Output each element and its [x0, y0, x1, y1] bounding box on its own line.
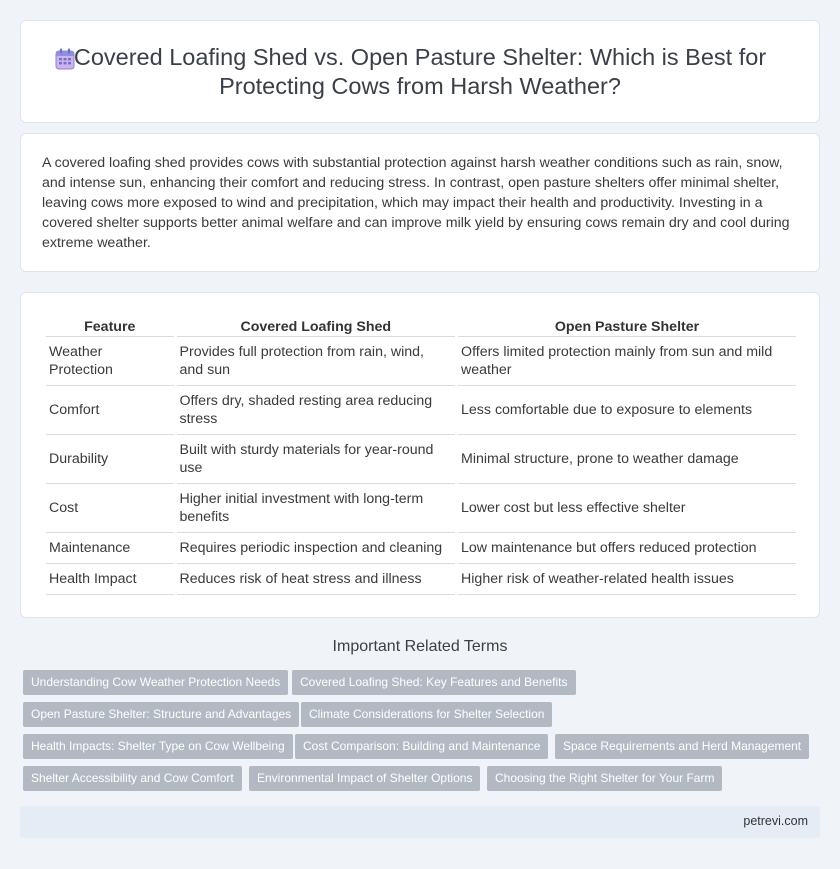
intro-card: [20, 133, 820, 272]
feature-cell: Weather Protection: [46, 337, 174, 386]
footer-site-link[interactable]: petrevi.com: [743, 814, 808, 828]
related-tag[interactable]: Cost Comparison: Building and Maintenance: [295, 734, 548, 759]
related-tag[interactable]: Health Impacts: Shelter Type on Cow Wellbeing: [23, 734, 293, 759]
related-tag[interactable]: Climate Considerations for Shelter Selection: [301, 702, 552, 727]
open-cell: Higher risk of weather-related health issues: [458, 564, 796, 595]
related-tag[interactable]: Open Pasture Shelter: Structure and Advantages: [23, 702, 299, 727]
covered-cell: Provides full protection from rain, wind, and sun: [177, 337, 456, 386]
related-terms-heading: Important Related Terms: [332, 638, 508, 655]
table-row: [46, 337, 796, 386]
page-title: Covered Loafing Shed vs. Open Pasture Shelter: Which is Best for Protecting Cows from Harsh Weather?: [73, 44, 767, 99]
comparison-table-card: [20, 292, 820, 618]
related-tag[interactable]: Shelter Accessibility and Cow Comfort: [23, 766, 242, 791]
table-row: [46, 564, 796, 595]
related-tag[interactable]: Understanding Cow Weather Protection Needs: [23, 670, 288, 695]
table-row: [46, 386, 796, 435]
open-cell: Less comfortable due to exposure to elements: [458, 386, 796, 435]
feature-cell: Health Impact: [46, 564, 174, 595]
open-cell: Lower cost but less effective shelter: [458, 484, 796, 533]
feature-cell: Comfort: [46, 386, 174, 435]
footer: [20, 806, 820, 838]
related-tag[interactable]: Choosing the Right Shelter for Your Farm: [487, 766, 722, 791]
open-cell: Minimal structure, prone to weather damage: [458, 435, 796, 484]
intro-paragraph: A covered loafing shed provides cows with substantial protection against harsh weather conditions such as rain, snow, and intense sun, enhancing their comfort and reducing stress. In contrast, open pasture shelters offer minimal shelter, leaving cows more exposed to wind and precipitation, which may impact their health and productivity. Investing in a covered shelter supports better animal welfare and can improve milk yield by ensuring cows remain dry and cool during extreme weather.: [42, 155, 790, 251]
feature-cell: Durability: [46, 435, 174, 484]
title-card: [20, 20, 820, 123]
header-open-pasture-shelter: Open Pasture Shelter: [458, 317, 796, 337]
header-feature: Feature: [46, 317, 174, 337]
open-cell: Low maintenance but offers reduced protection: [458, 533, 796, 564]
covered-cell: Built with sturdy materials for year-round use: [177, 435, 456, 484]
related-tag[interactable]: Environmental Impact of Shelter Options: [249, 766, 480, 791]
covered-cell: Reduces risk of heat stress and illness: [177, 564, 456, 595]
related-terms-list: [23, 670, 823, 798]
covered-cell: Higher initial investment with long-term benefits: [177, 484, 456, 533]
table-header-row: [46, 317, 796, 337]
open-cell: Offers limited protection mainly from sun and mild weather: [458, 337, 796, 386]
covered-cell: Offers dry, shaded resting area reducing stress: [177, 386, 456, 435]
related-tag[interactable]: Covered Loafing Shed: Key Features and Benefits: [292, 670, 576, 695]
comparison-table: [43, 317, 799, 595]
covered-cell: Requires periodic inspection and cleaning: [177, 533, 456, 564]
table-row: [46, 484, 796, 533]
feature-cell: Cost: [46, 484, 174, 533]
table-row: [46, 533, 796, 564]
related-tag[interactable]: Space Requirements and Herd Management: [555, 734, 809, 759]
table-row: [46, 435, 796, 484]
feature-cell: Maintenance: [46, 533, 174, 564]
header-covered-loafing-shed: Covered Loafing Shed: [177, 317, 456, 337]
